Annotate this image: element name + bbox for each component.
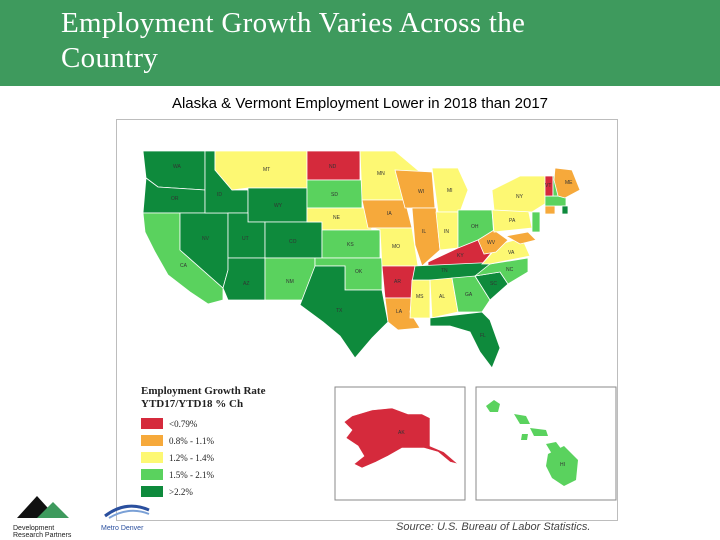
legend-swatch-low — [141, 435, 163, 446]
legend-item — [141, 432, 265, 449]
label-mi: MI — [447, 188, 453, 194]
title-line-2: Country — [61, 42, 159, 74]
label-ak: AK — [398, 430, 405, 436]
label-id: ID — [217, 192, 222, 198]
label-hi: HI — [560, 462, 565, 468]
label-la: LA — [396, 309, 403, 315]
legend-label: 1.2% - 1.4% — [169, 452, 214, 463]
legend-swatch-highest — [141, 486, 163, 497]
label-nc: NC — [506, 267, 514, 273]
metro-denver-text: Metro Denver — [101, 525, 144, 532]
state-ri — [562, 206, 568, 214]
label-az: AZ — [243, 281, 250, 287]
label-nm: NM — [286, 279, 294, 285]
label-wa: WA — [173, 164, 181, 170]
label-ok: OK — [355, 269, 363, 275]
label-ga: GA — [465, 292, 473, 298]
label-ne: NE — [333, 215, 340, 221]
label-wv: WV — [487, 240, 496, 246]
label-ut: UT — [242, 236, 249, 242]
legend-label: >2.2% — [169, 486, 193, 497]
legend-item — [141, 415, 265, 432]
label-fl: FL — [480, 333, 486, 339]
legend-item — [141, 466, 265, 483]
label-ia: IA — [387, 211, 392, 217]
legend-label: 1.5% - 2.1% — [169, 469, 214, 480]
label-ks: KS — [347, 242, 354, 248]
legend-title-line-2: YTD17/YTD18 % Ch — [141, 398, 244, 410]
metro-denver-logo — [101, 498, 161, 538]
development-research-partners-logo — [13, 494, 93, 538]
legend-item — [141, 449, 265, 466]
title-line-1: Employment Growth Varies Across the — [61, 7, 526, 39]
logo-text-line-2: Research Partners — [13, 532, 72, 539]
label-ms: MS — [416, 294, 424, 300]
label-ny: NY — [516, 194, 523, 200]
label-wi: WI — [418, 189, 425, 195]
map-subtitle: Alaska & Vermont Employment Lower in 2018 than 2017 — [171, 95, 549, 112]
label-mn: MN — [377, 171, 385, 177]
label-ar: AR — [394, 279, 401, 285]
label-al: AL — [439, 294, 446, 300]
swoosh-logo-icon — [101, 498, 151, 520]
label-in: IN — [444, 229, 449, 235]
label-il: IL — [422, 229, 427, 235]
legend-title — [141, 385, 265, 411]
state-az — [223, 258, 265, 300]
map-legend — [141, 385, 265, 500]
legend-swatch-lowest — [141, 418, 163, 429]
source-note: Source: U.S. Bureau of Labor Statistics. — [396, 521, 591, 533]
legend-swatch-mid — [141, 452, 163, 463]
label-mt: MT — [263, 167, 271, 173]
legend-label: <0.79% — [169, 418, 198, 429]
label-ky: KY — [457, 253, 464, 259]
logo-text-line-1: Development — [13, 525, 55, 532]
label-oh: OH — [471, 224, 479, 230]
legend-swatch-high — [141, 469, 163, 480]
label-co: CO — [289, 239, 297, 245]
state-nj — [532, 212, 540, 232]
label-pa: PA — [509, 218, 516, 224]
label-nv: NV — [202, 236, 209, 242]
label-tx: TX — [336, 308, 343, 314]
mountain-logo-icon — [13, 494, 73, 520]
label-me: ME — [565, 180, 573, 186]
label-va: VA — [508, 250, 515, 256]
state-mt — [215, 151, 307, 190]
label-wy: WY — [274, 203, 283, 209]
label-vt: VT — [545, 183, 552, 189]
label-ca: CA — [180, 263, 187, 269]
legend-label: 0.8% - 1.1% — [169, 435, 214, 446]
label-mo: MO — [392, 244, 401, 250]
label-sd: SD — [331, 192, 338, 198]
state-fl — [430, 312, 500, 368]
label-or: OR — [171, 196, 179, 202]
label-tn: TN — [441, 268, 448, 274]
label-nd: ND — [329, 164, 337, 170]
label-sc: SC — [490, 281, 497, 287]
legend-title-line-1: Employment Growth Rate — [141, 385, 266, 397]
